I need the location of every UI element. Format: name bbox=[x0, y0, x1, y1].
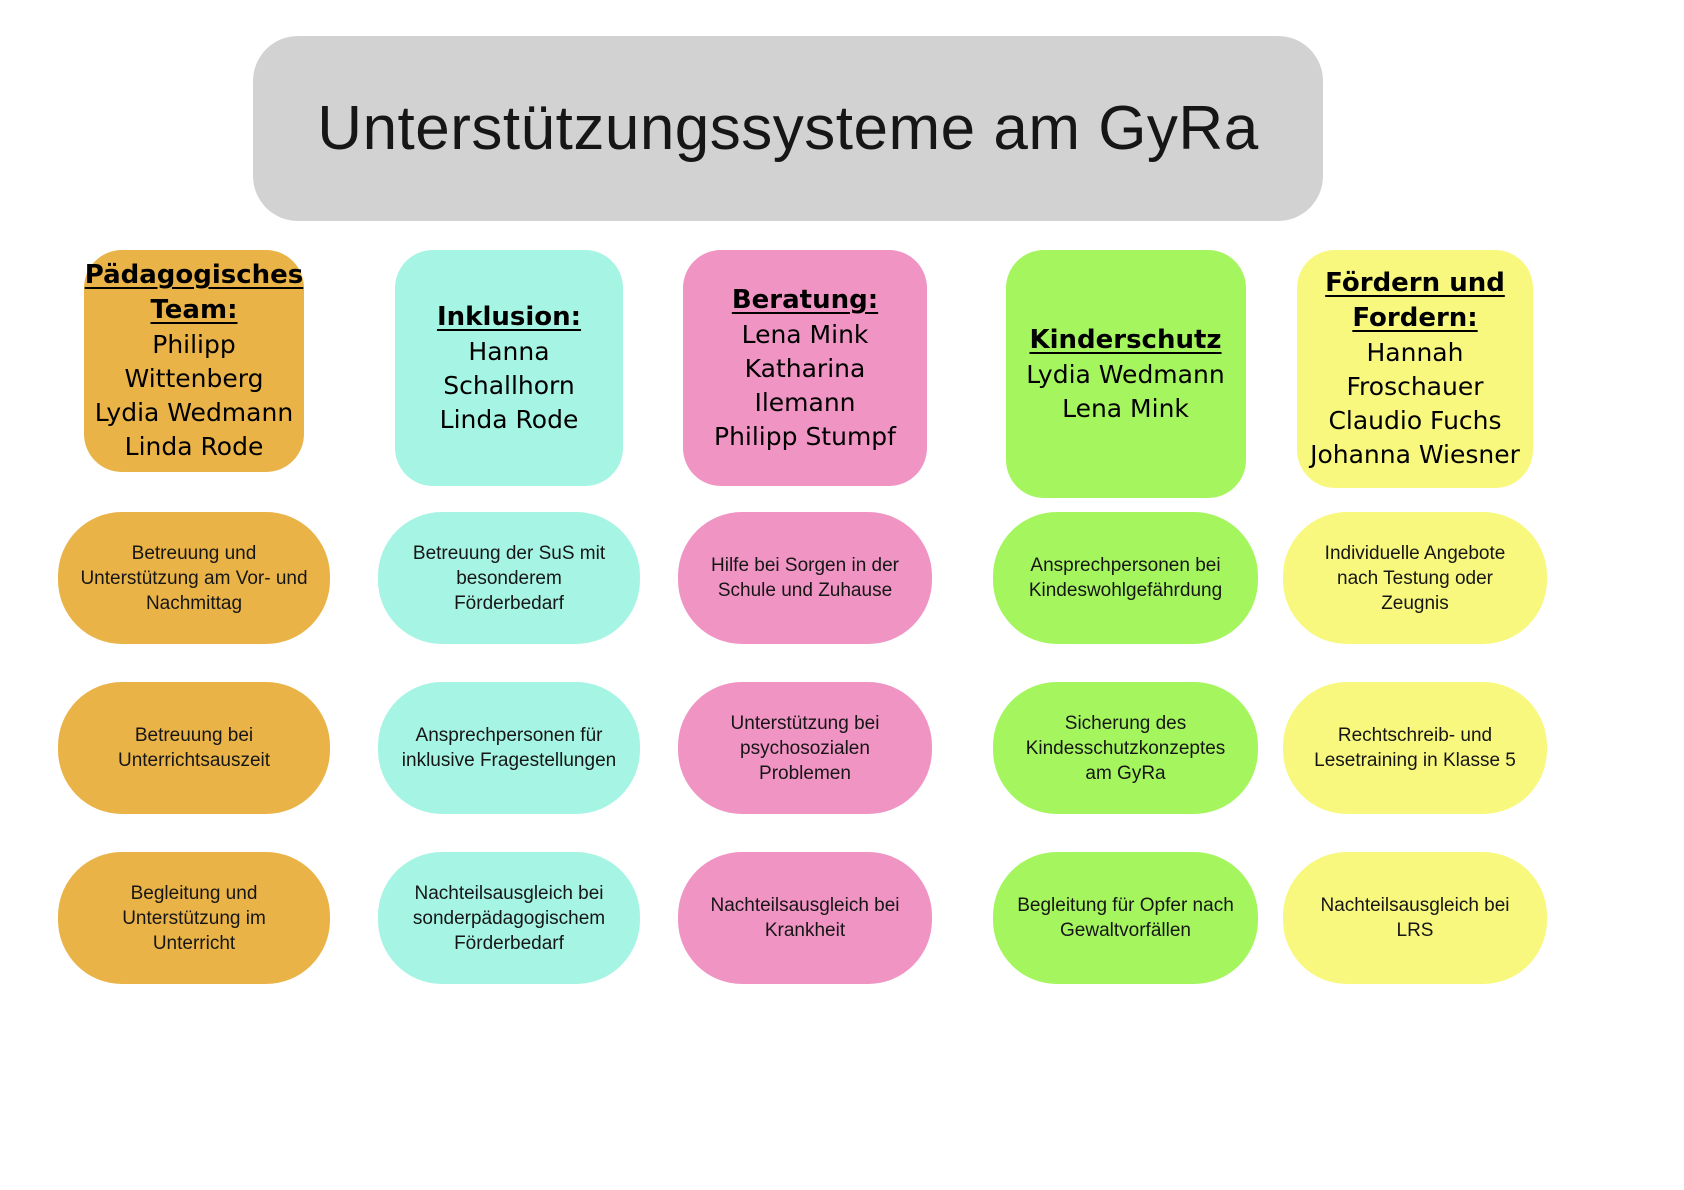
item-pill bbox=[678, 852, 932, 984]
member-name: Katharina Ilemann bbox=[744, 353, 882, 417]
item-text: Betreuung und Unterstützung am Vor- und Nachmittag bbox=[80, 542, 308, 614]
member-name: Linda Rode bbox=[439, 404, 579, 434]
item-text: Sicherung des Kindesschutzkonzeptes am GyRa bbox=[1025, 712, 1226, 784]
item-text: Begleitung für Opfer nach Gewaltvorfällen bbox=[1017, 895, 1234, 941]
item-text: Hilfe bei Sorgen in der Schule und Zuhause bbox=[711, 555, 899, 601]
item-pill bbox=[678, 682, 932, 814]
column-header-box bbox=[1006, 250, 1246, 498]
column-paedagogisches-team bbox=[58, 0, 330, 1190]
column-title: Kinderschutz bbox=[1029, 324, 1222, 355]
item-pill bbox=[378, 512, 640, 644]
member-name: Lena Mink bbox=[1062, 393, 1189, 423]
member-name: Philipp Wittenberg bbox=[124, 330, 264, 393]
page-title: Unterstützungssysteme am GyRa bbox=[317, 94, 1259, 163]
member-name: Hanna Schallhorn bbox=[443, 336, 575, 400]
column-header-box bbox=[683, 250, 927, 486]
member-name: Claudio Fuchs bbox=[1328, 406, 1502, 435]
member-name: Lena Mink bbox=[741, 319, 869, 349]
item-pill bbox=[1283, 512, 1547, 644]
item-text: Begleitung und Unterstützung im Unterricht bbox=[122, 882, 266, 954]
item-pill bbox=[58, 852, 330, 984]
column-header-box bbox=[1297, 250, 1533, 488]
column-foerdern-und-fordern bbox=[1283, 0, 1547, 1190]
item-text: Betreuung der SuS mit besonderem Förderbedarf bbox=[412, 542, 606, 614]
item-pill bbox=[993, 682, 1258, 814]
item-pill bbox=[1283, 852, 1547, 984]
column-kinderschutz bbox=[993, 0, 1258, 1190]
column-inklusion bbox=[378, 0, 640, 1190]
item-text: Nachteilsausgleich bei Krankheit bbox=[710, 895, 900, 941]
member-name: Lydia Wedmann bbox=[1026, 359, 1225, 389]
column-beratung bbox=[678, 0, 932, 1190]
member-name: Philipp Stumpf bbox=[714, 421, 896, 451]
item-pill bbox=[993, 852, 1258, 984]
item-text: Individuelle Angebote nach Testung oder Zeugnis bbox=[1324, 542, 1506, 614]
column-title: Fördern und Fordern: bbox=[1325, 268, 1505, 333]
item-text: Rechtschreib- und Lesetraining in Klasse 5 bbox=[1314, 725, 1516, 771]
item-pill bbox=[993, 512, 1258, 644]
item-text: Betreuung bei Unterrichtsauszeit bbox=[117, 725, 271, 771]
column-title: Inklusion: bbox=[436, 301, 582, 332]
column-header-box bbox=[84, 250, 304, 472]
column-title: Beratung: bbox=[731, 284, 879, 315]
item-pill bbox=[1283, 682, 1547, 814]
item-pill bbox=[678, 512, 932, 644]
member-name: Linda Rode bbox=[124, 432, 264, 461]
item-pill bbox=[58, 682, 330, 814]
member-name: Hannah Froschauer bbox=[1346, 338, 1484, 401]
item-text: Ansprechpersonen für inklusive Fragestellungen bbox=[401, 725, 617, 771]
member-name: Johanna Wiesner bbox=[1310, 440, 1520, 469]
item-pill bbox=[378, 852, 640, 984]
item-text: Nachteilsausgleich bei sonderpädagogischem Förderbedarf bbox=[412, 882, 606, 954]
item-text: Ansprechpersonen bei Kindeswohlgefährdung bbox=[1028, 555, 1223, 601]
column-title: Pädagogisches Team: bbox=[84, 260, 304, 325]
item-pill bbox=[58, 512, 330, 644]
item-text: Nachteilsausgleich bei LRS bbox=[1320, 895, 1510, 941]
item-text: Unterstützung bei psychosozialen Problemen bbox=[730, 712, 880, 784]
column-header-box bbox=[395, 250, 623, 486]
member-name: Lydia Wedmann bbox=[94, 398, 294, 427]
item-pill bbox=[378, 682, 640, 814]
